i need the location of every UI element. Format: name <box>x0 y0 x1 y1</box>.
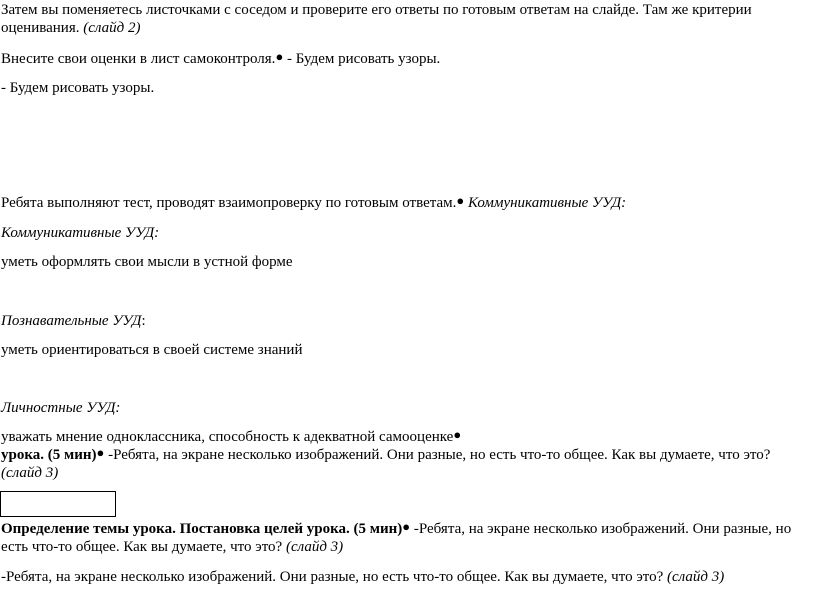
paragraph-lesson-question <box>1 568 724 586</box>
lesson-time-bold: урока. (5 мин) <box>1 447 97 463</box>
lesson-topic-bold: Определение темы урока. Постановка целей урока. (5 мин) <box>1 521 403 537</box>
slide-3-ref: (слайд 3) <box>1 465 59 481</box>
empty-text-box <box>0 491 116 517</box>
paragraph-lesson-part <box>1 446 813 482</box>
communicative-uud-inline: Коммуникативные УУД: <box>464 195 627 211</box>
communicative-uud-heading: Коммуникативные УУД: <box>1 225 160 241</box>
cognitive-uud-label: Познавательные УУД <box>1 313 142 329</box>
lesson-topic-question: -Ребята, на экране несколько изображений. Они разные, но есть что-то общее. Как вы думаете, что это? <box>1 521 792 555</box>
paragraph-test <box>1 194 626 212</box>
lesson-question-text: -Ребята, на экране несколько изображений. Они разные, но есть что-то общее. Как вы думаете, что это? <box>104 447 771 463</box>
test-text: Ребята выполняют тест, проводят взаимопроверку по готовым ответам. <box>1 195 457 211</box>
self-control-text: Внесите свои оценки в лист самоконтроля. <box>1 51 276 67</box>
paragraph-peer-check <box>1 1 813 37</box>
slide-3-ref: (слайд 3) <box>285 539 344 555</box>
cognitive-uud-colon: : <box>141 313 146 329</box>
bullet-icon: ● <box>453 427 462 442</box>
paragraph-lesson-topic <box>1 520 813 556</box>
bullet-icon: ● <box>456 193 465 208</box>
paragraph-patterns: - Будем рисовать узоры. <box>1 80 155 96</box>
bullet-icon: ● <box>96 445 105 460</box>
lesson-question-final: -Ребята, на экране несколько изображений. Они разные, но есть что-то общее. Как вы думаете, что это? <box>1 569 668 585</box>
cognitive-uud-text: уметь ориентироваться в своей системе знаний <box>1 342 303 358</box>
self-control-tail: - Будем рисовать узоры. <box>283 51 441 67</box>
slide-3-ref: (слайд 3) <box>667 569 725 585</box>
peer-check-text: Затем вы поменяетесь листочками с соседом и проверите его ответы по готовым ответам на слайде. Там же критерии оценивания. <box>1 2 752 36</box>
cognitive-uud-heading <box>1 312 146 330</box>
personal-uud-text <box>1 428 461 446</box>
slide-2-ref: (слайд 2) <box>83 20 141 36</box>
personal-uud-content: уважать мнение одноклассника, способность к адекватной самооценке <box>1 429 454 445</box>
personal-uud-heading: Личностные УУД: <box>1 400 121 416</box>
bullet-icon: ● <box>275 49 284 64</box>
paragraph-self-control <box>1 50 440 68</box>
communicative-uud-text: уметь оформлять свои мысли в устной форме <box>1 254 293 270</box>
bullet-icon: ● <box>402 519 411 534</box>
